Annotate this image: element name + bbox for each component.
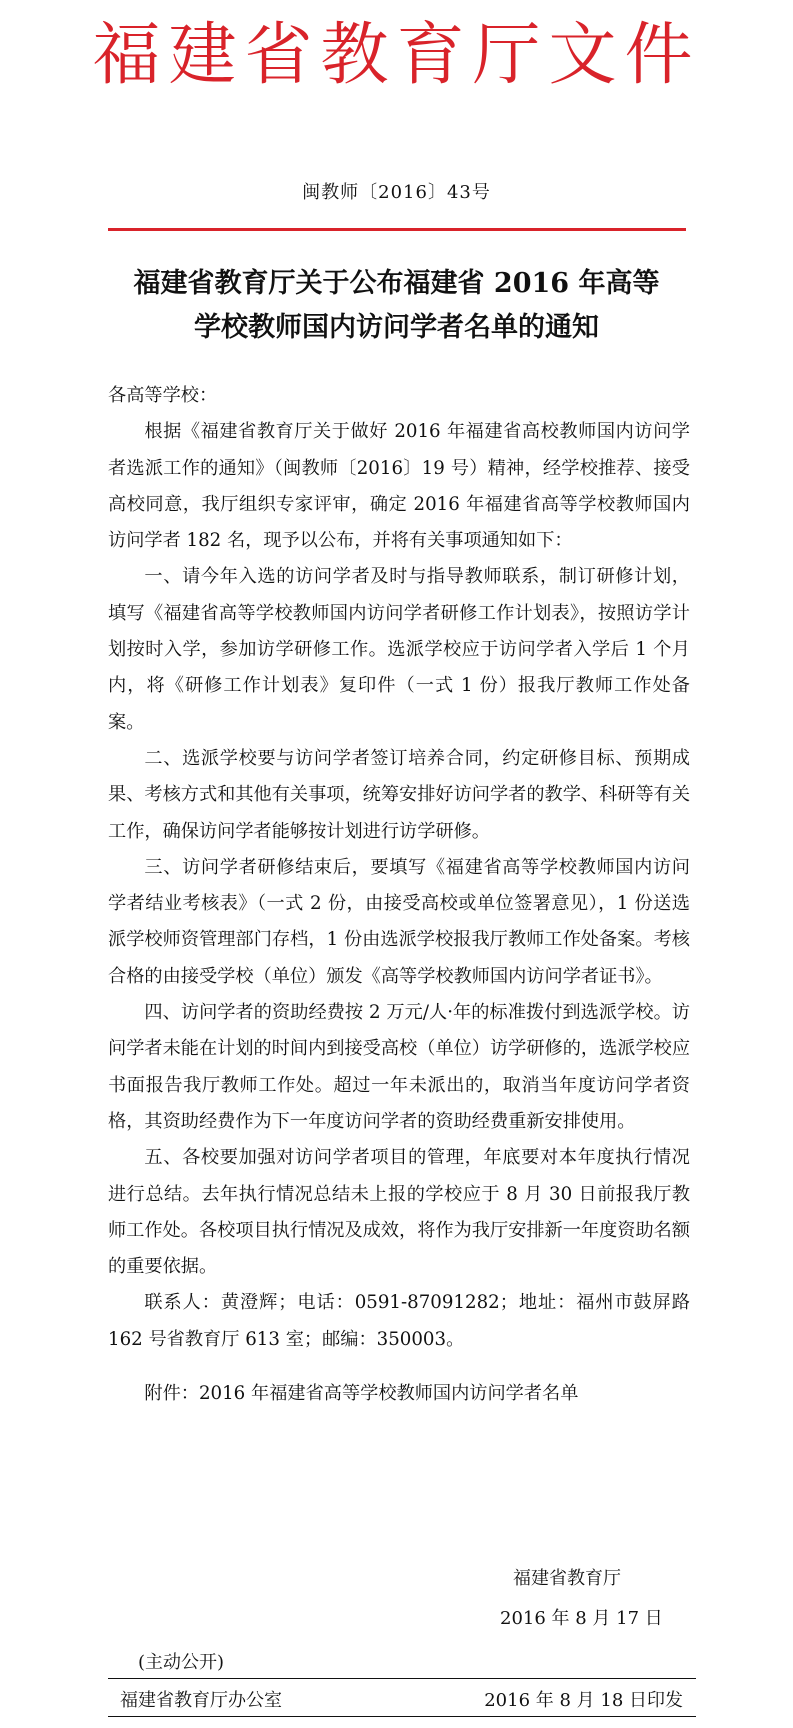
- paragraph-item-5: 五、各校要加强对访问学者项目的管理，年底要对本年度执行情况进行总结。去年执行情况总结未上报的学校应于 8 月 30 日前报我厅教师工作处。各校项目执行情况及成效，将作为我厅安排新一年度资助名额的重要依据。: [108, 1147, 691, 1278]
- salutation: 各高等学校：: [108, 385, 218, 406]
- footer-office: 福建省教育厅办公室: [120, 1690, 282, 1711]
- document-number: 闽教师〔2016〕43号: [302, 182, 491, 203]
- footer-top-rule: [108, 1678, 696, 1679]
- signature-issuer: 福建省教育厅: [513, 1568, 621, 1589]
- signature-date: 2016 年 8 月 17 日: [500, 1608, 663, 1629]
- paragraph-item-1: 一、请今年入选的访问学者及时与指导教师联系，制订研修计划，填写《福建省高等学校教师国内访问学者研修工作计划表》，按照访学计划按时入学，参加访学研修工作。选派学校应于访问学者入学后 1 个月内，将《研修工作计划表》复印件（一式 1 份）报我厅教师工作处备案。: [108, 566, 690, 733]
- title-line-2: 学校教师国内访问学者名单的通知: [194, 312, 599, 343]
- paragraph-contact: 联系人：黄澄辉；电话：0591-87091282；地址：福州市鼓屏路 162 号省教育厅 613 室；邮编：350003。: [108, 1292, 690, 1350]
- title-line-1: 福建省教育厅关于公布福建省 2016 年高等: [133, 268, 660, 299]
- paragraph-intro: 根据《福建省教育厅关于做好 2016 年福建省高校教师国内访问学者选派工作的通知》（闽教师〔2016〕19 号）精神，经学校推荐、接受高校同意，我厅组织专家评审，确定 2016 年福建省高等学校教师国内访问学者 182 名，现予以公布，并将有关事项通知如下：: [108, 421, 690, 552]
- footer-print-date: 2016 年 8 月 18 日印发: [484, 1690, 683, 1711]
- footer-bottom-rule: [108, 1716, 696, 1717]
- document-title: [90, 262, 703, 350]
- publicity-note: (主动公开): [138, 1652, 225, 1673]
- paragraph-item-3: 三、访问学者研修结束后，要填写《福建省高等学校教师国内访问学者结业考核表》（一式 2 份，由接受高校或单位签署意见），1 份送选派学校师资管理部门存档，1 份由选派学校报我厅教师工作处备案。考核合格的由接受学校（单位）颁发《高等学校教师国内访问学者证书》。: [108, 856, 690, 987]
- document-masthead: 福建省教育厅文件: [92, 16, 701, 95]
- paragraph-item-4: 四、访问学者的资助经费按 2 万元/人·年的标准拨付到选派学校。访问学者未能在计划的时间内到接受高校（单位）访学研修的，选派学校应书面报告我厅教师工作处。超过一年未派出的，取消当年度访问学者资格，其资助经费作为下一年度访问学者的资助经费重新安排使用。: [108, 1002, 691, 1132]
- document-body: [108, 378, 690, 1412]
- paragraph-item-2: 二、选派学校要与访问学者签订培养合同，约定研修目标、预期成果、考核方式和其他有关事项，统筹安排好访问学者的教学、科研等有关工作，确保访问学者能够按计划进行访学研修。: [108, 747, 691, 842]
- attachment-line: 附件：2016 年福建省高等学校教师国内访问学者名单: [144, 1383, 579, 1405]
- red-divider-line: [108, 228, 686, 231]
